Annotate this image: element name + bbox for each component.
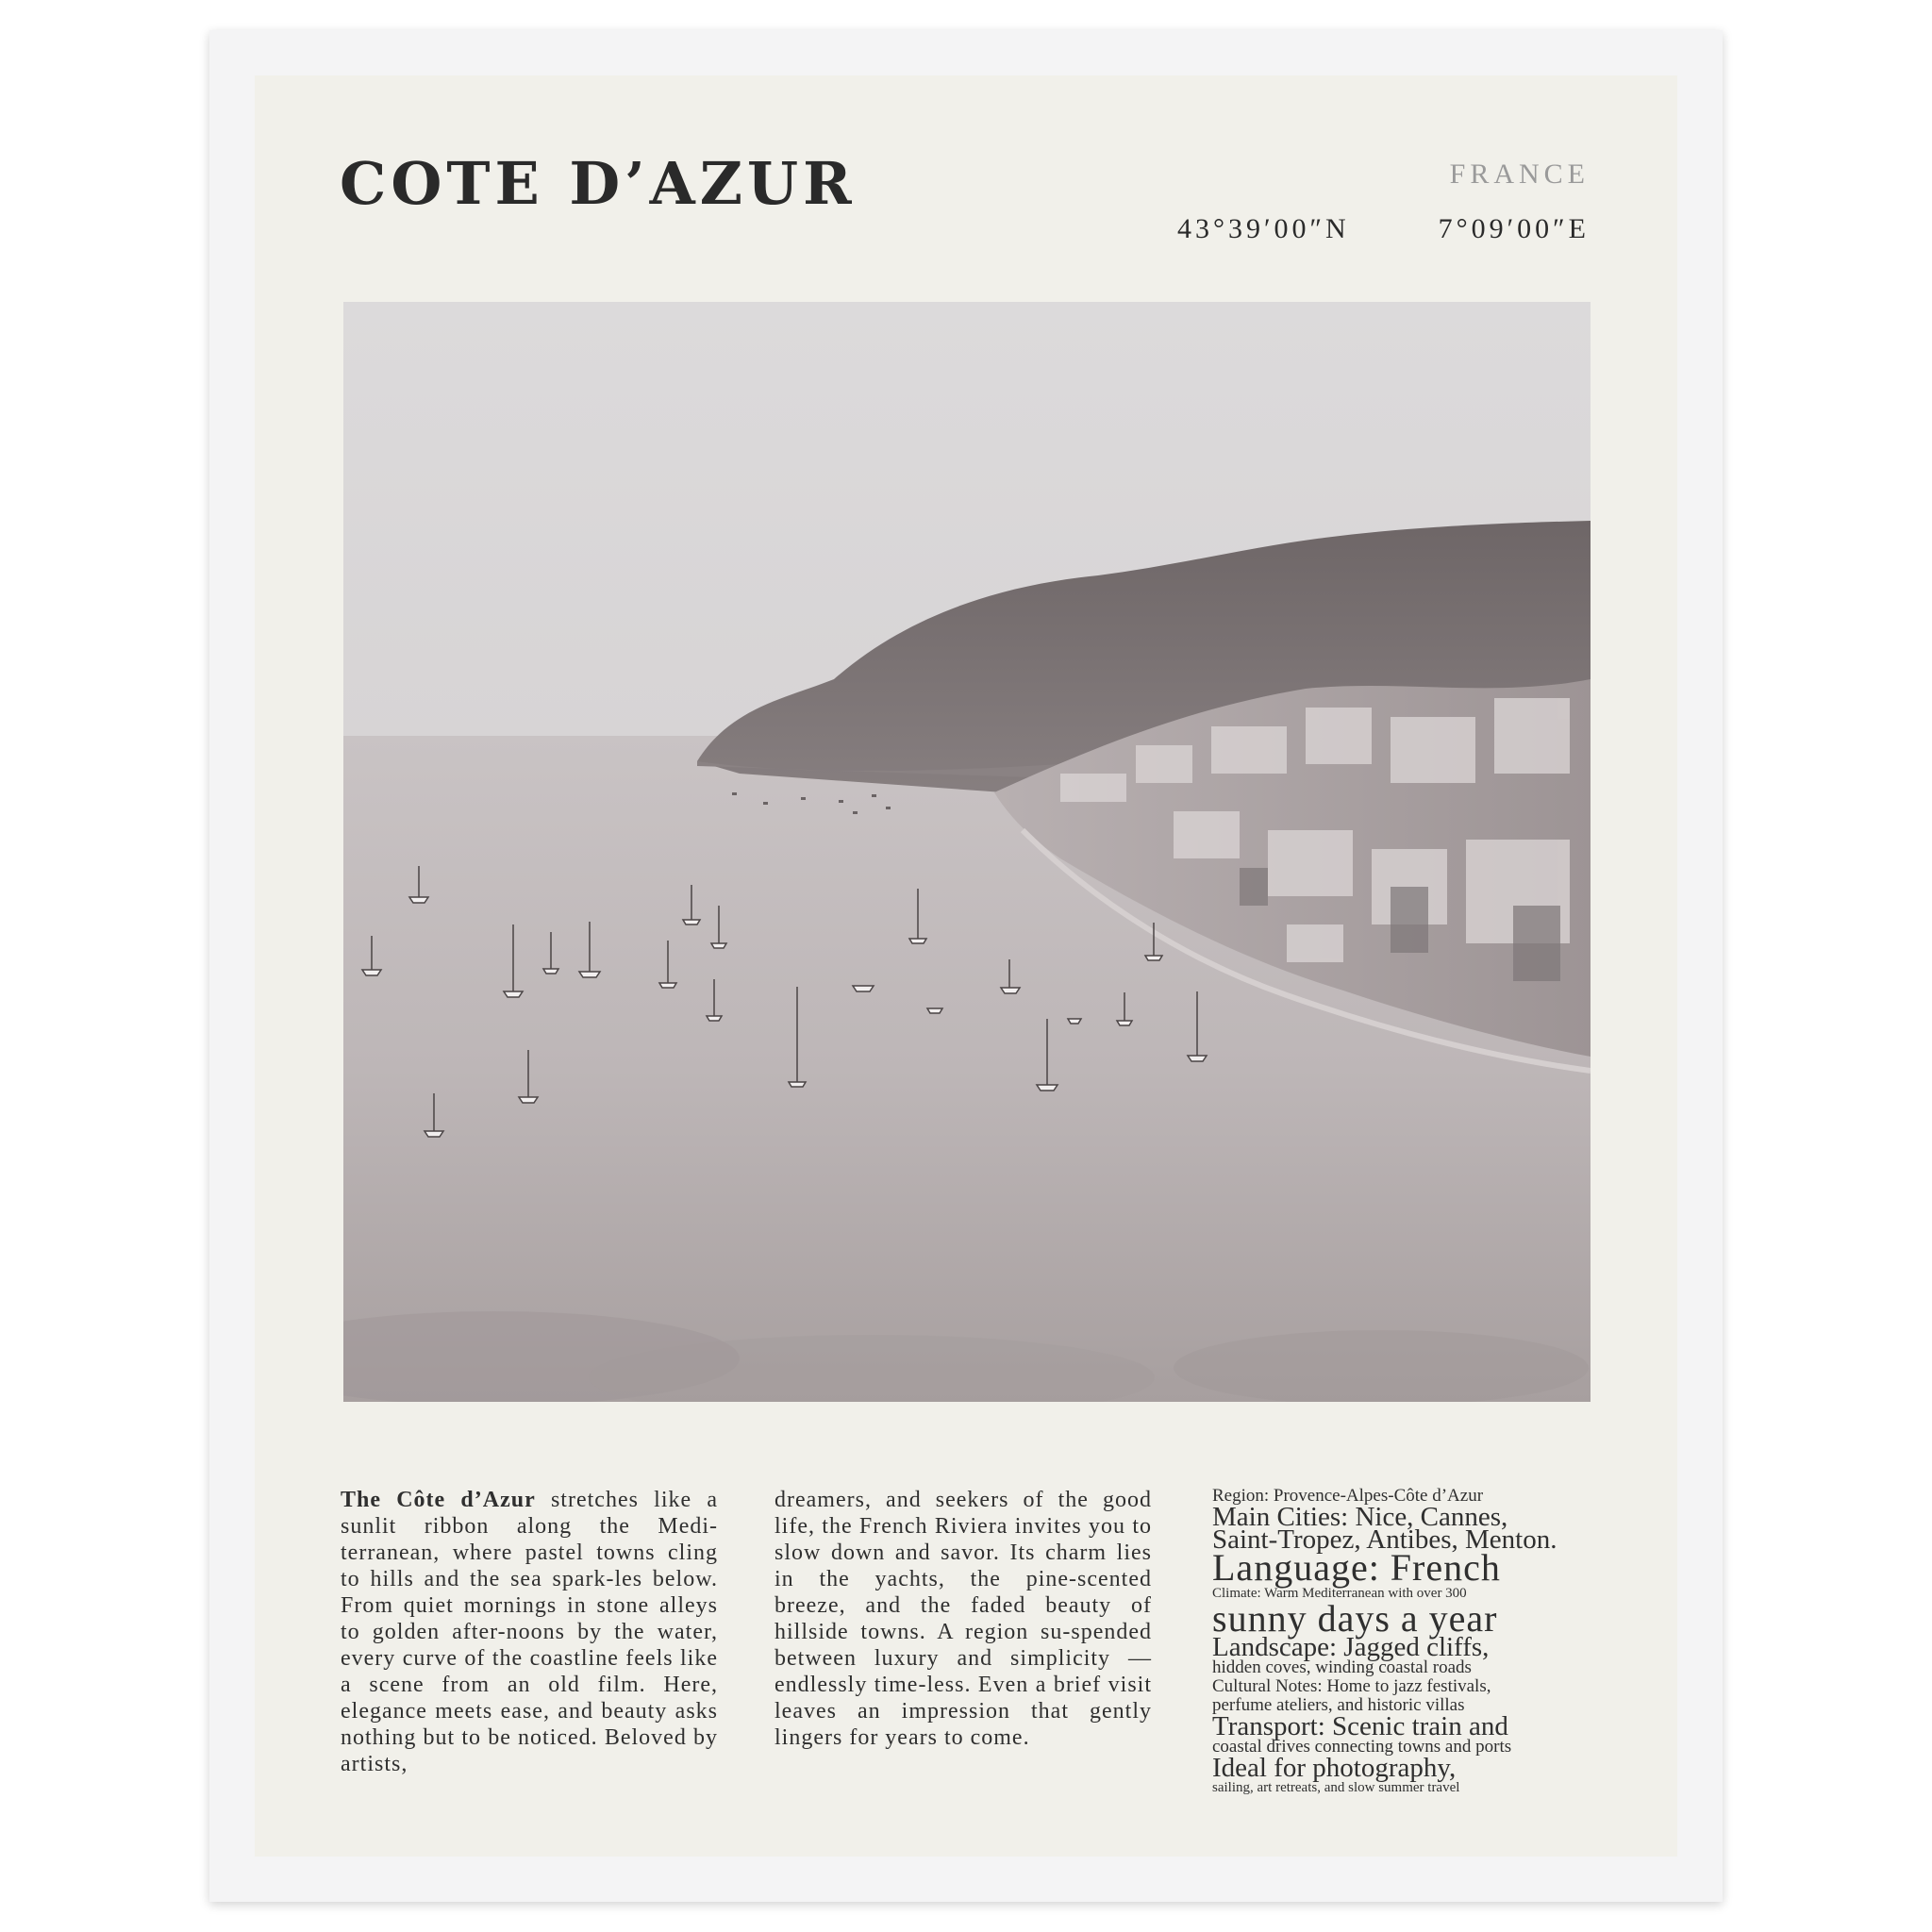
description-column-1 (341, 1487, 718, 1798)
description-lead: The Côte d’Azur (341, 1488, 536, 1512)
fact-region: Region: Provence-Alpes-Côte d’Azur (1212, 1487, 1484, 1506)
poster-frame (209, 30, 1723, 1902)
fact-landscape-line-2: hidden coves, winding coastal roads (1212, 1657, 1472, 1677)
poster-title: COTE D’AZUR (340, 149, 857, 218)
description-text-1: stretches like a sunlit ribbon along the Medi-terranean, where pastel towns cling to hills and the sea spark-les below. From quiet mornings in stone alleys to golden after-noons by the water, every curve of the coastline feels like a scene from an old film. Here, elegance meets ease, and beauty asks nothing but to be noticed. Beloved by artists, (341, 1488, 718, 1776)
fact-culture-line-2: perfume ateliers, and historic villas (1212, 1695, 1465, 1715)
latitude-label: 43°39′00″N (1177, 213, 1350, 244)
coastline-photo (343, 302, 1591, 1402)
fact-transport-line-2: coastal drives connecting towns and ports (1212, 1737, 1512, 1757)
fact-ideal-line-1: Ideal for photography, (1212, 1753, 1457, 1783)
fact-landscape-line-1: Landscape: Jagged cliffs, (1212, 1632, 1490, 1662)
longitude-label: 7°09′00″E (1438, 213, 1590, 244)
fact-sunny-days: sunny days a year (1212, 1597, 1498, 1640)
fact-cities-line-2: Saint-Tropez, Antibes, Menton. (1212, 1524, 1557, 1555)
facts-column (1212, 1487, 1590, 1807)
fact-ideal-line-2: sailing, art retreats, and slow summer travel (1212, 1780, 1460, 1795)
fact-culture-line-1: Cultural Notes: Home to jazz festivals, (1212, 1676, 1491, 1696)
fact-climate: Climate: Warm Mediterranean with over 300 (1212, 1586, 1467, 1601)
fact-transport-line-1: Transport: Scenic train and (1212, 1711, 1508, 1741)
poster-paper (255, 75, 1677, 1857)
fact-cities-line-1: Main Cities: Nice, Cannes, (1212, 1502, 1508, 1532)
country-label: FRANCE (1449, 158, 1590, 190)
fact-language: Language: French (1212, 1546, 1501, 1589)
description-column-2: dreamers, and seekers of the good life, the French Riviera invites you to slow down and savor. Its charm lies in the yachts, the pine-scented breeze, and the faded beauty of hillside towns. A region su-spended between luxury and simplicity — endlessly time-less. Even a brief visit leaves an impression that gently lingers for years to come. (774, 1488, 1152, 1750)
